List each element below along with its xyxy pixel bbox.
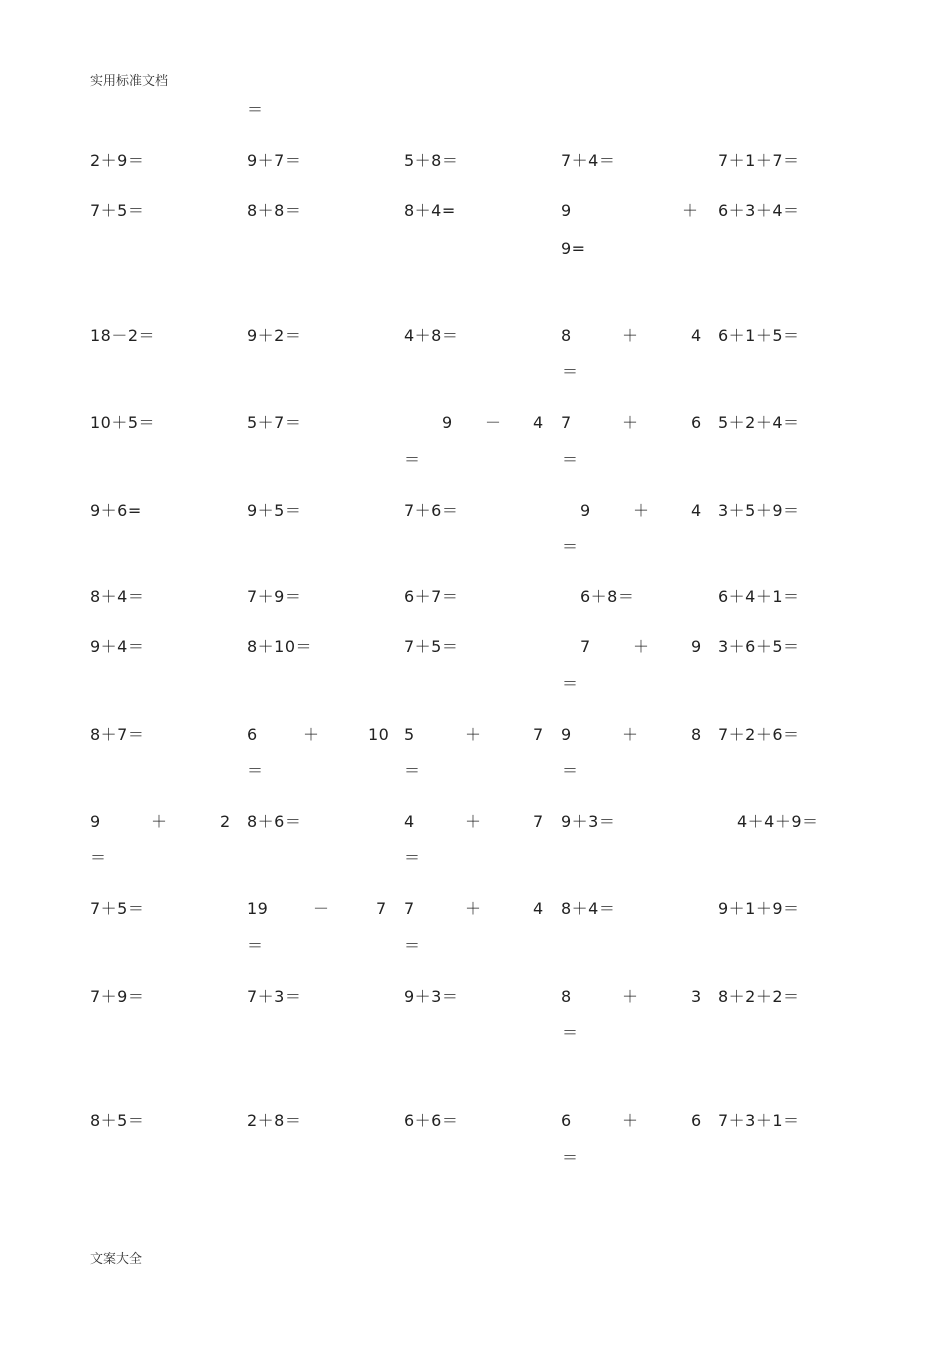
equation-fragment: ＝ <box>562 362 579 381</box>
equation-fragment: ＋ <box>633 501 650 520</box>
equation-fragment: 9 <box>580 501 591 520</box>
equation: 7＋9＝ <box>90 987 145 1006</box>
equation-fragment: 19 <box>247 899 269 918</box>
equation-fragment: ＋ <box>465 725 482 744</box>
equation: 6＋3＋4＝ <box>718 201 800 220</box>
equation: 2＋8＝ <box>247 1111 302 1130</box>
equation: 7＋5＝ <box>404 637 459 656</box>
equation-fragment: 7 <box>533 725 544 744</box>
equation: 6＋6＝ <box>404 1111 459 1130</box>
equation-fragment: ＝ <box>404 936 421 955</box>
equation: 4＋8＝ <box>404 326 459 345</box>
equation-fragment: ＋ <box>465 899 482 918</box>
equation-fragment: 7 <box>580 637 591 656</box>
equation: 7＋3＋1＝ <box>718 1111 800 1130</box>
equation-fragment: 6 <box>691 413 702 432</box>
equation: 7＋1＋7＝ <box>718 151 800 170</box>
equation-fragment: 4 <box>404 812 415 831</box>
equation-fragment: ＋ <box>622 326 639 345</box>
equation-fragment: 4 <box>533 413 544 432</box>
equation-fragment: ＝ <box>404 848 421 867</box>
equation-fragment: ＋ <box>151 812 168 831</box>
equation: 3＋6＋5＝ <box>718 637 800 656</box>
equation-fragment: 9= <box>561 239 586 258</box>
equation-fragment: 4 <box>691 326 702 345</box>
equation: 6＋1＋5＝ <box>718 326 800 345</box>
page-header: 实用标准文档 <box>90 74 169 89</box>
equation-fragment: ＝ <box>404 450 421 469</box>
equation: 9＋3＝ <box>561 812 616 831</box>
equation-fragment: 4 <box>533 899 544 918</box>
equation: 7＋2＋6＝ <box>718 725 800 744</box>
equation: 7＋4＝ <box>561 151 616 170</box>
equation: 6＋4＋1＝ <box>718 587 800 606</box>
equation-fragment: － <box>313 899 330 918</box>
equation: 8＋5＝ <box>90 1111 145 1130</box>
equation: 8＋7＝ <box>90 725 145 744</box>
equation-fragment: 9 <box>90 812 101 831</box>
equation-fragment: 7 <box>404 899 415 918</box>
equation-fragment: 9 <box>561 201 572 220</box>
equation-fragment: ＝ <box>562 674 579 693</box>
equation-fragment: 4 <box>691 501 702 520</box>
equation-fragment: ＝ <box>562 1148 579 1167</box>
equation-fragment: － <box>485 413 502 432</box>
equation: 7＋9＝ <box>247 587 302 606</box>
equation-fragment: ＝ <box>404 761 421 780</box>
equation: 5＋8＝ <box>404 151 459 170</box>
equation: 7＋5＝ <box>90 201 145 220</box>
equation-fragment: ＝ <box>562 761 579 780</box>
equation: 7＋5＝ <box>90 899 145 918</box>
equation-fragment: 7 <box>533 812 544 831</box>
equation-fragment: 6 <box>561 1111 572 1130</box>
equation: 10＋5＝ <box>90 413 156 432</box>
equation: 8＋4＝ <box>90 587 145 606</box>
equation: 8＋6＝ <box>247 812 302 831</box>
equation-fragment: 3 <box>691 987 702 1006</box>
equation-fragment: ＋ <box>622 987 639 1006</box>
equation-fragment: 8 <box>561 326 572 345</box>
equation-fragment: 6 <box>247 725 258 744</box>
equation: 8＋10＝ <box>247 637 313 656</box>
equation-fragment: ＋ <box>465 812 482 831</box>
equation: 9＋3＝ <box>404 987 459 1006</box>
equation: 8＋2＋2＝ <box>718 987 800 1006</box>
equation-fragment: ＋ <box>622 725 639 744</box>
equation: 5＋2＋4＝ <box>718 413 800 432</box>
page-footer: 文案大全 <box>90 1252 143 1267</box>
equation: 3＋5＋9＝ <box>718 501 800 520</box>
equation-fragment: 8 <box>561 987 572 1006</box>
equation: 9＋5＝ <box>247 501 302 520</box>
equation-fragment: 8 <box>691 725 702 744</box>
equation: 8＋8＝ <box>247 201 302 220</box>
equation: 6＋8＝ <box>580 587 635 606</box>
equation: 9＋1＋9＝ <box>718 899 800 918</box>
equation: 9＋7＝ <box>247 151 302 170</box>
equation-fragment: 7 <box>561 413 572 432</box>
equation-fragment: ＋ <box>682 201 699 220</box>
equation: 8＋4＝ <box>561 899 616 918</box>
equation-fragment: ＝ <box>90 848 107 867</box>
equation-fragment: 9 <box>561 725 572 744</box>
equation-fragment: ＝ <box>562 1023 579 1042</box>
equation-fragment: 9 <box>691 637 702 656</box>
equation-fragment: ＝ <box>247 100 264 119</box>
equation: 6＋7＝ <box>404 587 459 606</box>
equation-fragment: 7 <box>376 899 387 918</box>
equation-fragment: 9 <box>442 413 453 432</box>
equation-fragment: 6 <box>691 1111 702 1130</box>
equation-fragment: ＋ <box>622 413 639 432</box>
equation-fragment: ＋ <box>622 1111 639 1130</box>
equation: 18－2＝ <box>90 326 156 345</box>
equation: 9＋4＝ <box>90 637 145 656</box>
equation-fragment: 5 <box>404 725 415 744</box>
equation: 4＋4＋9＝ <box>737 812 819 831</box>
equation: 2＋9＝ <box>90 151 145 170</box>
equation-fragment: ＋ <box>303 725 320 744</box>
equation: 9＋2＝ <box>247 326 302 345</box>
equation: 9＋6= <box>90 501 142 520</box>
equation: 7＋6＝ <box>404 501 459 520</box>
equation: 5＋7＝ <box>247 413 302 432</box>
equation-fragment: ＝ <box>247 936 264 955</box>
equation-fragment: ＝ <box>562 450 579 469</box>
equation-fragment: ＋ <box>633 637 650 656</box>
equation-fragment: ＝ <box>562 537 579 556</box>
equation: 7＋3＝ <box>247 987 302 1006</box>
equation-fragment: 10 <box>368 725 390 744</box>
equation: 8＋4= <box>404 201 456 220</box>
equation-fragment: 2 <box>220 812 231 831</box>
equation-fragment: ＝ <box>247 761 264 780</box>
